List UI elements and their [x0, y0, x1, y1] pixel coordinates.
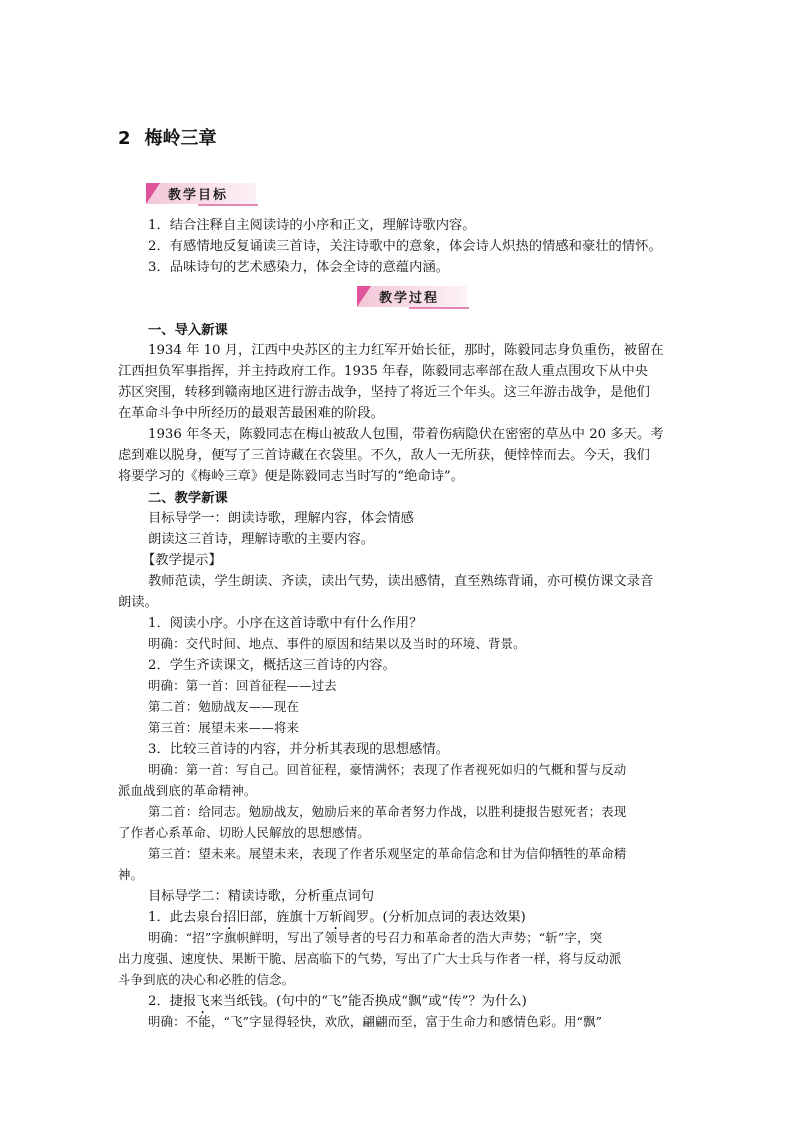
question-4-part: 1．此去泉台 [148, 910, 223, 925]
goals-banner-label: 教学目标 [168, 188, 229, 203]
question-4-part: 旧部，旌旗十万 [236, 910, 330, 925]
intro-p1-line: 1934 年 10 月，江西中央苏区的主力红军开始长征，那时，陈毅同志身负重伤，被留在 [148, 343, 664, 358]
goals-banner [146, 183, 256, 204]
answer-2-line: 明确：第一首：回首征程——过去 [148, 678, 337, 693]
intro-p2-line: 1936 年冬天，陈毅同志在梅山被敌人包围，带着伤病隐伏在密密的草丛中 20 多天。考 [148, 427, 664, 442]
newlesson-heading: 二、教学新课 [148, 491, 228, 506]
guide1-sub: 朗读这三首诗，理解诗歌的主要内容。 [148, 532, 375, 547]
intro-p2-line: 虑到难以脱身，便写了三首诗藏在衣袋里。不久，敌人一无所获，便悻悻而去。今天，我们 [118, 448, 650, 463]
intro-heading: 一、导入新课 [148, 323, 228, 338]
lesson-number: 2 [118, 128, 131, 149]
tip-label: 【教学提示】 [142, 553, 222, 568]
question-3: 3．比较三首诗的内容，并分析其表现的思想感情。 [148, 742, 449, 757]
intro-p1-line: 苏区突围，转移到赣南地区进行游击战争，坚持了将近三个年头。这三年游击战争，是他们 [118, 385, 650, 400]
page-title [118, 124, 217, 150]
guide2-heading: 目标导学二：精读诗歌，分析重点词句 [148, 889, 375, 904]
question-1: 1．阅读小序。小序在这首诗歌中有什么作用？ [148, 616, 423, 631]
answer-3-line: 了作者心系革命、切盼人民解放的思想感情。 [118, 825, 370, 840]
answer-2-line: 第三首：展望未来——将来 [148, 720, 300, 735]
question-5-part: 2．捷报 [148, 994, 197, 1009]
answer-1: 明确：交代时间、地点、事件的原因和结果以及当时的环境、背景。 [148, 636, 526, 651]
answer-3-line: 明确：第一首：写自己。回首征程，豪情满怀；表现了作者视死如归的气概和誓与反动 [148, 762, 627, 777]
question-2: 2．学生齐读课文，概括这三首诗的内容。 [148, 658, 396, 673]
lesson-title: 梅岭三章 [144, 128, 217, 149]
answer-3-line: 第三首：望未来。展望未来，表现了作者乐观坚定的革命信念和甘为信仰牺牲的革命精 [148, 846, 627, 861]
emphasized-word: 飞 [196, 994, 210, 1009]
answer-3-line: 第二首：给同志。勉励战友，勉励后来的革命者努力作战，以胜利捷报告慰死者；表现 [148, 804, 627, 819]
process-banner-label: 教学过程 [379, 291, 440, 306]
process-banner [357, 286, 467, 307]
goal-item: 1．结合注释自主阅读诗的小序和正文，理解诗歌内容。 [148, 218, 476, 233]
intro-p1-line: 在革命斗争中所经历的最艰苦最困难的阶段。 [118, 406, 384, 421]
guide1-heading: 目标导学一：朗读诗歌，理解内容，体会情感 [148, 511, 414, 526]
goal-item: 2．有感情地反复诵读三首诗，关注诗歌中的意象，体会诗人炽热的情感和豪壮的情怀。 [148, 239, 662, 254]
intro-p1-line: 江西担负军事指挥，并主持政府工作。1935 年春，陈毅同志率部在敌人重点围攻下从中央 [118, 364, 649, 379]
answer-4-line: 出力度强、速度快、果断干脆、居高临下的气势，写出了广大士兵与作者一样，将与反动派 [118, 951, 622, 966]
tip-line: 朗读。 [118, 595, 158, 610]
answer-2-line: 第二首：勉励战友——现在 [148, 699, 300, 714]
answer-4-line: 斗争到底的决心和必胜的信念。 [118, 972, 295, 987]
answer-3-line: 神。 [118, 867, 144, 882]
emphasized-word: 斩 [329, 910, 343, 925]
answer-3-line: 派血战到底的革命精神。 [118, 783, 257, 798]
answer-4-line: 明确：“招”字旗帜鲜明，写出了领导者的号召力和革命者的浩大声势；“斩”字，突 [148, 930, 603, 945]
emphasized-word: 招 [222, 910, 237, 925]
answer-5: 明确：不能，“飞”字显得轻快，欢欣，翩翩而至，富于生命力和感情色彩。用“飘” [148, 1014, 603, 1029]
question-5-part: 来当纸钱。(句中的“飞”能否换成“飘”或“传”？为什么) [209, 994, 527, 1009]
goal-item: 3．品味诗句的艺术感染力，体会全诗的意蕴内涵。 [148, 260, 449, 275]
tip-line: 教师范读，学生朗读、齐读，读出气势，读出感情，直至熟练背诵，亦可模仿课文录音 [148, 574, 654, 589]
intro-p2-line: 将要学习的《梅岭三章》便是陈毅同志当时写的“绝命诗”。 [118, 469, 465, 484]
question-4-part: 阎罗。(分析加点词的表达效果) [342, 910, 526, 925]
